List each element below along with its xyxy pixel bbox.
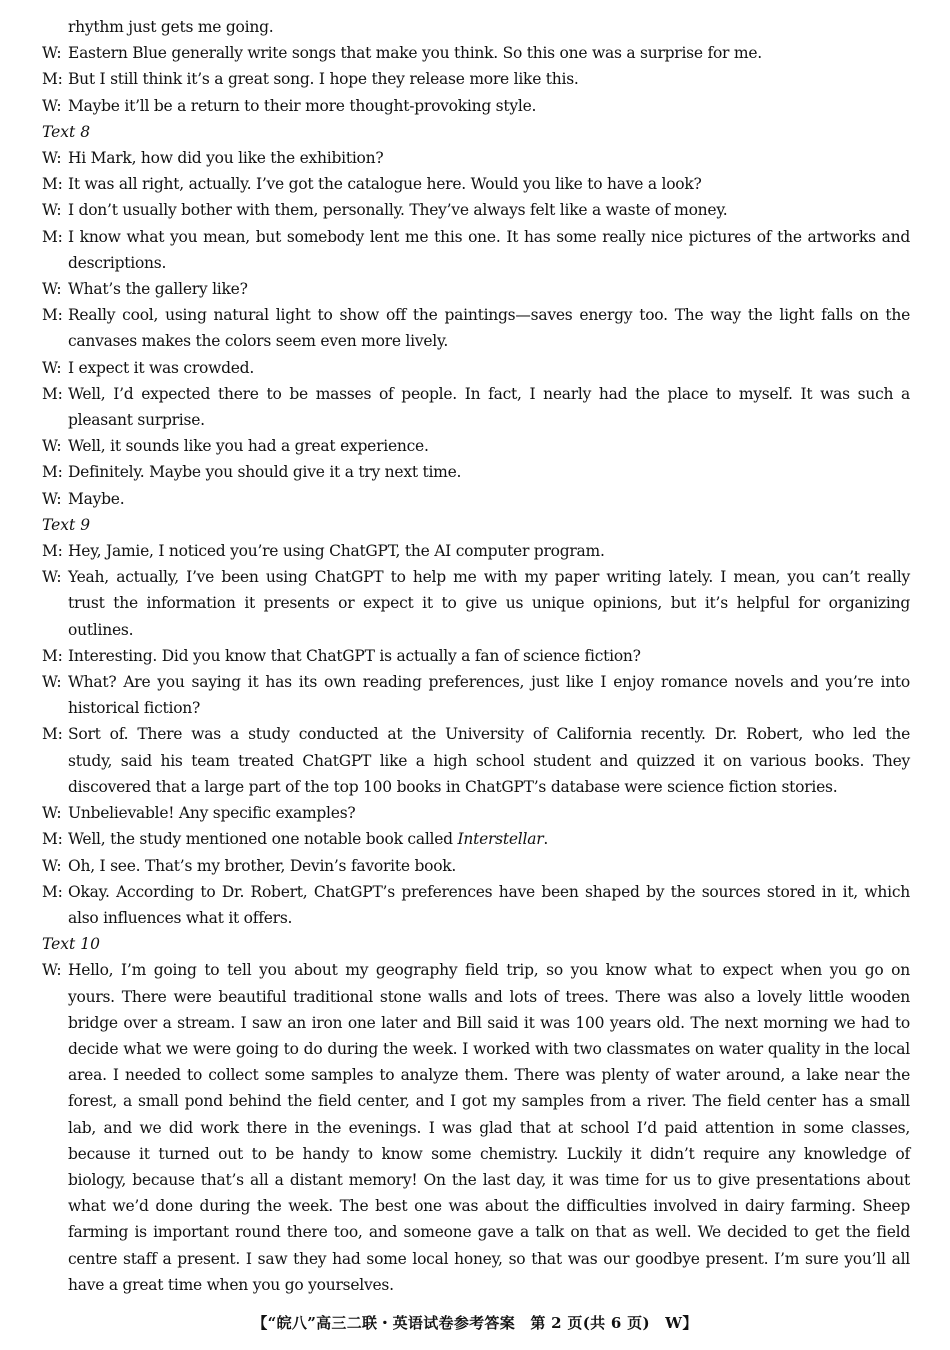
- line-text: Hi Mark, how did you like the exhibition?: [68, 149, 384, 168]
- transcript-line: [42, 669, 910, 695]
- line-text: Okay. According to Dr. Robert, ChatGPT’s preferences have been shaped by the sources stored in it, which: [68, 882, 910, 901]
- transcript-line: [42, 1088, 910, 1114]
- line-text: have a great time when you go yourselves.: [68, 1275, 394, 1294]
- line-text: Well, the study mentioned one notable book called Interstellar.: [68, 830, 549, 849]
- speaker-label: [42, 1219, 68, 1245]
- transcript-line: [42, 40, 910, 66]
- speaker-label: M:: [42, 227, 63, 246]
- speaker-label: M:: [42, 882, 63, 901]
- line-text: also influences what it offers.: [68, 908, 293, 927]
- line-text: Really cool, using natural light to show off the paintings—saves energy too. The way the light falls on the: [68, 306, 910, 325]
- transcript-line: [42, 879, 910, 905]
- transcript-line: [42, 1115, 910, 1141]
- line-text: centre staff a present. I saw they had some local honey, so that was our goodbye present. I’m sure you’ll all: [68, 1249, 910, 1268]
- speaker-label: W:: [42, 149, 62, 168]
- line-text: I expect it was crowded.: [68, 358, 255, 377]
- transcript-line: [42, 14, 910, 40]
- speaker-label: M:: [42, 830, 63, 849]
- transcript-line: [42, 1141, 910, 1167]
- speaker-label: [42, 695, 68, 721]
- transcript-line: [42, 197, 910, 223]
- line-text: I know what you mean, but somebody lent me this one. It has some really nice pictures of the artworks and: [68, 227, 910, 246]
- line-text: Unbelievable! Any specific examples?: [68, 804, 356, 823]
- transcript-line: [42, 1272, 910, 1298]
- line-text: Hey, Jamie, I noticed you’re using ChatGPT, the AI computer program.: [68, 542, 605, 561]
- transcript-line: [42, 66, 910, 92]
- transcript-line: [42, 1246, 910, 1272]
- line-text: trust the information it presents or expect it to give us unique opinions, but it’s helpful for organizing outlines.: [68, 594, 910, 639]
- line-text: forest, a small pond behind the field center, and I got my samples from a river. The field center has a small: [68, 1092, 910, 1111]
- line-text: pleasant surprise.: [68, 411, 205, 430]
- speaker-label: [42, 1036, 68, 1062]
- line-text: What’s the gallery like?: [68, 280, 248, 299]
- transcript-line: [42, 905, 910, 931]
- transcript-line: [42, 433, 910, 459]
- speaker-label: W:: [42, 437, 62, 456]
- line-text: farming is important round there too, and someone gave a talk on that as well. We decided to get the field: [68, 1223, 910, 1242]
- section-heading: Text 8: [42, 122, 91, 141]
- transcript-line: [42, 1010, 910, 1036]
- section-heading: Text 9: [42, 515, 91, 534]
- speaker-label: [42, 1010, 68, 1036]
- line-text: It was all right, actually. I’ve got the catalogue here. Would you like to have a look?: [68, 175, 702, 194]
- speaker-label: [42, 407, 68, 433]
- transcript-line: [42, 302, 910, 328]
- speaker-label: M:: [42, 70, 63, 89]
- line-text: Yeah, actually, I’ve been using ChatGPT to help me with my paper writing lately. I mean, you can’t really: [68, 568, 910, 587]
- line-text: area. I needed to collect some samples to analyze them. There was plenty of water around, a lake near the: [68, 1066, 910, 1085]
- line-text: lab, and we did work there in the evenings. I was glad that at school I’d paid attention in some classes,: [68, 1118, 910, 1137]
- line-text: decide what we were going to do during the week. I worked with two classmates on water quality in the local: [68, 1039, 910, 1058]
- line-text: yours. There were beautiful traditional stone walls and lots of trees. There was also a lovely little wooden: [68, 987, 910, 1006]
- speaker-label: W:: [42, 568, 62, 587]
- speaker-label: [42, 905, 68, 931]
- speaker-label: W:: [42, 358, 62, 377]
- transcript-line: [42, 564, 910, 590]
- line-text: what we’d done during the week. The best one was about the difficulties involved in dairy farming. Sheep: [68, 1197, 910, 1216]
- transcript-line: [42, 1219, 910, 1245]
- line-text: What? Are you saying it has its own reading preferences, just like I enjoy romance novels and you’re into: [68, 673, 910, 692]
- transcript-line: [42, 826, 910, 852]
- transcript-line: [42, 407, 910, 433]
- line-text: rhythm just gets me going.: [68, 18, 274, 36]
- speaker-label: M:: [42, 646, 63, 665]
- line-text: because it turned out to be handy to know some chemistry. Luckily it didn’t require any knowledge of: [68, 1144, 910, 1163]
- transcript-line: [42, 800, 910, 826]
- transcript-line: [42, 748, 910, 774]
- transcript-line: [42, 774, 910, 800]
- line-text: Definitely. Maybe you should give it a try next time.: [68, 463, 462, 482]
- line-text: Well, it sounds like you had a great experience.: [68, 437, 429, 456]
- speaker-label: W:: [42, 961, 62, 980]
- speaker-label: W:: [42, 489, 62, 508]
- transcript-line: [42, 355, 910, 381]
- transcript-line: [42, 1167, 910, 1193]
- line-text: canvases makes the colors seem even more lively.: [68, 332, 449, 351]
- line-text: Maybe it’ll be a return to their more thought-provoking style.: [68, 96, 537, 115]
- line-text: But I still think it’s a great song. I hope they release more like this.: [68, 70, 579, 89]
- transcript-line: [42, 643, 910, 669]
- speaker-label: W:: [42, 280, 62, 299]
- speaker-label: M:: [42, 306, 63, 325]
- speaker-label: [42, 1167, 68, 1193]
- speaker-label: [42, 1062, 68, 1088]
- line-text: descriptions.: [68, 253, 167, 272]
- speaker-label: [42, 14, 68, 40]
- speaker-label: [42, 1246, 68, 1272]
- transcript-line: [42, 1193, 910, 1219]
- section-heading: Text 10: [42, 935, 100, 954]
- transcript-line: [42, 459, 910, 485]
- speaker-label: [42, 1115, 68, 1141]
- speaker-label: M:: [42, 175, 63, 194]
- transcript-line: [42, 486, 910, 512]
- speaker-label: W:: [42, 44, 62, 63]
- speaker-label: M:: [42, 463, 63, 482]
- line-text: bridge over a stream. I saw an iron one later and Bill said it was 100 years old. The next morning we had to: [68, 1013, 910, 1032]
- transcript-line: [42, 957, 910, 983]
- line-text: Sort of. There was a study conducted at the University of California recently. Dr. Robert, who led the: [68, 725, 910, 744]
- transcript-line: [42, 224, 910, 250]
- line-text: Oh, I see. That’s my brother, Devin’s favorite book.: [68, 856, 457, 875]
- speaker-label: [42, 328, 68, 354]
- page-footer: 【“皖八”高三二联・英语试卷参考答案 第 2 页(共 6 页) W】: [252, 1314, 698, 1332]
- line-text: Interesting. Did you know that ChatGPT is actually a fan of science fiction?: [68, 646, 641, 665]
- speaker-label: W:: [42, 673, 62, 692]
- speaker-label: W:: [42, 201, 62, 220]
- transcript-line: [42, 93, 910, 119]
- speaker-label: M:: [42, 725, 63, 744]
- transcript-line: [42, 1036, 910, 1062]
- speaker-label: [42, 1272, 68, 1298]
- transcript-line: [42, 328, 910, 354]
- speaker-label: [42, 748, 68, 774]
- line-text: biology, because that’s all a distant memory! On the last day, it was time for us to give presentations about: [68, 1170, 910, 1189]
- transcript-page: [42, 14, 910, 1298]
- transcript-line: [42, 984, 910, 1010]
- line-text: I don’t usually bother with them, personally. They’ve always felt like a waste of money.: [68, 201, 728, 220]
- speaker-label: W:: [42, 856, 62, 875]
- speaker-label: [42, 1193, 68, 1219]
- speaker-label: [42, 1088, 68, 1114]
- transcript-line: [42, 538, 910, 564]
- speaker-label: M:: [42, 542, 63, 561]
- speaker-label: [42, 1141, 68, 1167]
- transcript-line: [42, 695, 910, 721]
- speaker-label: [42, 590, 68, 642]
- speaker-label: [42, 774, 68, 800]
- line-text: Hello, I’m going to tell you about my geography field trip, so you know what to expect when you go on: [68, 961, 910, 980]
- transcript-line: [42, 171, 910, 197]
- transcript-line: [42, 721, 910, 747]
- line-text: study, said his team treated ChatGPT like a high school student and quizzed it on various books. They: [68, 751, 910, 770]
- transcript-line: [42, 381, 910, 407]
- speaker-label: [42, 250, 68, 276]
- speaker-label: [42, 984, 68, 1010]
- line-text: Well, I’d expected there to be masses of people. In fact, I nearly had the place to myself. It was such a: [68, 384, 910, 403]
- speaker-label: M:: [42, 384, 63, 403]
- transcript-line: [42, 250, 910, 276]
- transcript-line: [42, 590, 910, 642]
- transcript-line: [42, 1062, 910, 1088]
- transcript-line: [42, 276, 910, 302]
- line-text: discovered that a large part of the top 100 books in ChatGPT’s database were science fiction stories.: [68, 777, 838, 796]
- line-text: historical fiction?: [68, 699, 201, 718]
- line-text: Maybe.: [68, 489, 125, 508]
- speaker-label: W:: [42, 804, 62, 823]
- transcript-line: [42, 853, 910, 879]
- transcript-line: [42, 145, 910, 171]
- speaker-label: W:: [42, 96, 62, 115]
- line-text: Eastern Blue generally write songs that make you think. So this one was a surprise for me.: [68, 44, 762, 63]
